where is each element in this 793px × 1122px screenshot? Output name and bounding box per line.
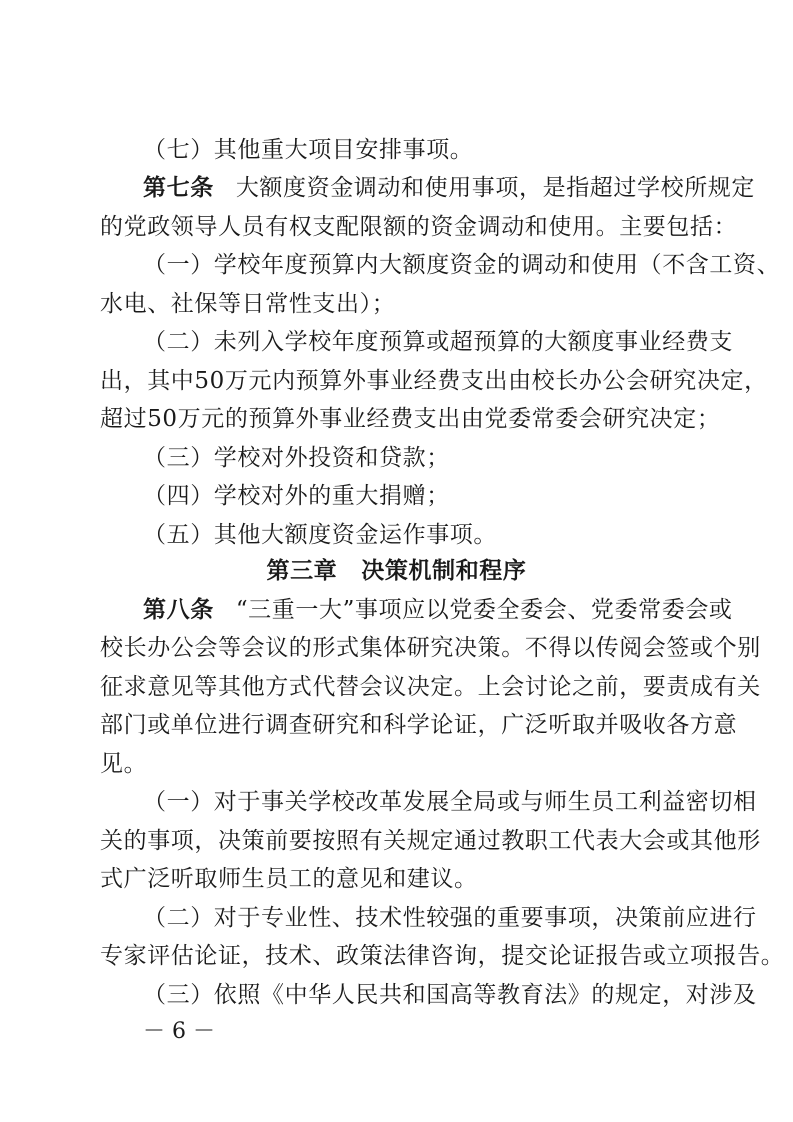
paragraph-line: （五）其他大额度资金运作事项。 (143, 522, 497, 548)
paragraph-line: （一）学校年度预算内大额度资金的调动和使用（不含工资、 (143, 252, 781, 278)
paragraph-line: （四）学校对外的重大捐赠； (143, 483, 450, 509)
article-8-line (143, 595, 733, 625)
paragraph-line: （七）其他重大项目安排事项。 (143, 137, 474, 163)
article-7-text: 大额度资金调动和使用事项，是指超过学校所规定 (235, 175, 756, 201)
article-8-text: “三重一大”事项应以党委全委会、党委常委会或 (235, 597, 733, 623)
paragraph-line: （二）对于专业性、技术性较强的重要事项，决策前应进行 (143, 905, 757, 931)
paragraph-line: 超过50万元的预算外事业经费支出由党委常委会研究决定； (100, 406, 721, 432)
paragraph-line: 见。 (100, 751, 148, 777)
paragraph-line: 专家评估论证，技术、政策法律咨询，提交论证报告或立项报告。 (100, 943, 785, 969)
paragraph-line: 的党政领导人员有权支配限额的资金调动和使用。主要包括： (100, 214, 738, 240)
paragraph-line: 校长办公会等会议的形式集体研究决策。不得以传阅会签或个别 (100, 635, 761, 661)
paragraph-line: 式广泛听取师生员工的意见和建议。 (100, 866, 478, 892)
chapter-title: 决策机制和程序 (361, 558, 527, 584)
paragraph-line: （一）对于事关学校改革发展全局或与师生员工利益密切相 (143, 789, 757, 815)
paragraph-line: 征求意见等其他方式代替会议决定。上会讨论之前，要责成有关 (100, 674, 761, 700)
paragraph-line: 部门或单位进行调查研究和科学论证，广泛听取并吸收各方意 (100, 712, 738, 738)
paragraph-line: 关的事项，决策前要按照有关规定通过教职工代表大会或其他形 (100, 828, 761, 854)
paragraph-line: （三）依照《中华人民共和国高等教育法》的规定，对涉及 (143, 982, 757, 1008)
article-7-line (143, 173, 756, 203)
paragraph-line: （二）未列入学校年度预算或超预算的大额度事业经费支 (143, 329, 733, 355)
article-7-label: 第七条 (143, 175, 214, 201)
paragraph-line: 水电、社保等日常性支出）； (100, 291, 396, 317)
page-number: － 6 － (143, 1019, 215, 1044)
paragraph-line: （三）学校对外投资和贷款； (143, 445, 450, 471)
chapter-number: 第三章 (266, 558, 338, 584)
article-8-label: 第八条 (143, 597, 214, 623)
paragraph-line: 出，其中50万元内预算外事业经费支出由校长办公会研究决定， (100, 368, 768, 394)
chapter-heading (0, 556, 793, 586)
